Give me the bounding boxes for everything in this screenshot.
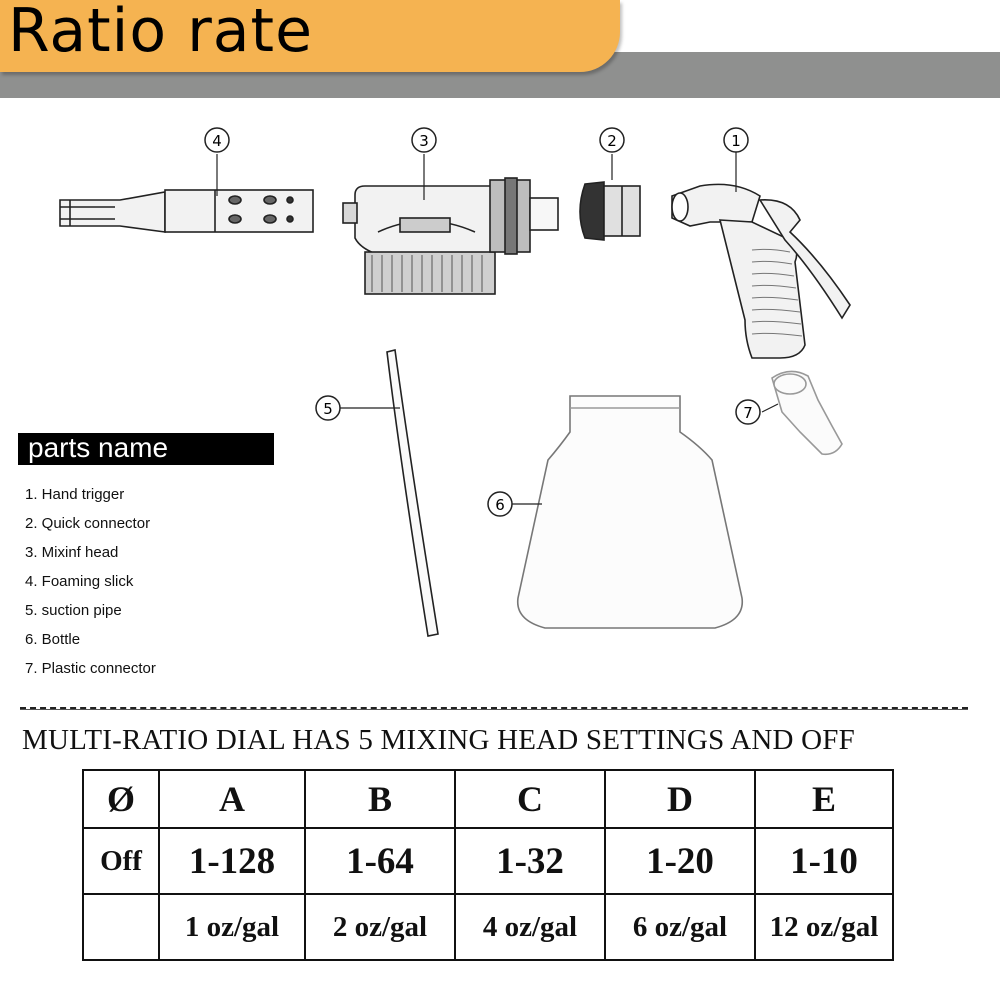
callout-7 <box>736 400 760 424</box>
list-item: 4. Foaming slick <box>25 573 134 590</box>
table-cell: 1-20 <box>605 828 755 894</box>
table-row <box>83 894 893 960</box>
table-cell: 1-64 <box>305 828 455 894</box>
callout-7-label: 7 <box>743 404 753 422</box>
callout-1-label: 1 <box>731 132 741 150</box>
ratio-table <box>82 769 894 961</box>
table-cell: 6 oz/gal <box>605 894 755 960</box>
divider <box>20 709 968 710</box>
mixing-head-illustration <box>343 154 558 294</box>
foaming-slick-illustration <box>60 154 313 232</box>
table-header-cell: Ø <box>83 770 159 828</box>
parts-name-header <box>18 433 274 465</box>
parts-list <box>25 480 156 683</box>
callout-4 <box>205 128 229 152</box>
parts-name-header-label: parts name <box>28 432 169 463</box>
table-row <box>83 828 893 894</box>
table-cell: Off <box>83 828 159 894</box>
callout-5-label: 5 <box>323 400 333 418</box>
table-cell: 1 oz/gal <box>159 894 305 960</box>
table-header-cell: C <box>455 770 605 828</box>
callout-1 <box>724 128 748 152</box>
plastic-connector-illustration <box>762 371 842 454</box>
table-cell: 1-128 <box>159 828 305 894</box>
table-cell: 1-10 <box>755 828 893 894</box>
banner <box>0 0 620 72</box>
callout-6-label: 6 <box>495 496 505 514</box>
table-row <box>83 770 893 828</box>
callout-3-label: 3 <box>419 132 429 150</box>
table-header-cell: B <box>305 770 455 828</box>
list-item: 7. Plastic connector <box>25 660 156 677</box>
callout-2-label: 2 <box>607 132 617 150</box>
table-cell: 1-32 <box>455 828 605 894</box>
dial-heading: MULTI-RATIO DIAL HAS 5 MIXING HEAD SETTINGS AND OFF <box>22 724 855 756</box>
table-header-cell: D <box>605 770 755 828</box>
callout-5 <box>316 396 340 420</box>
list-item: 1. Hand trigger <box>25 486 125 503</box>
table-header-cell: A <box>159 770 305 828</box>
suction-pipe-illustration <box>340 350 438 636</box>
page-title: Ratio rate <box>8 0 313 66</box>
bottle-illustration <box>512 396 742 628</box>
table-cell: 4 oz/gal <box>455 894 605 960</box>
list-item: 5. suction pipe <box>25 602 122 619</box>
list-item: 6. Bottle <box>25 631 81 648</box>
callout-2 <box>600 128 624 152</box>
list-item: 3. Mixinf head <box>25 544 119 561</box>
callout-3 <box>412 128 436 152</box>
list-item: 2. Quick connector <box>25 515 151 532</box>
hand-trigger-illustration <box>672 152 850 358</box>
callout-4-label: 4 <box>212 132 222 150</box>
callout-6 <box>488 492 512 516</box>
table-cell: 2 oz/gal <box>305 894 455 960</box>
table-cell <box>83 894 159 960</box>
table-header-cell: E <box>755 770 893 828</box>
table-cell: 12 oz/gal <box>755 894 893 960</box>
quick-connector-illustration <box>580 154 640 240</box>
